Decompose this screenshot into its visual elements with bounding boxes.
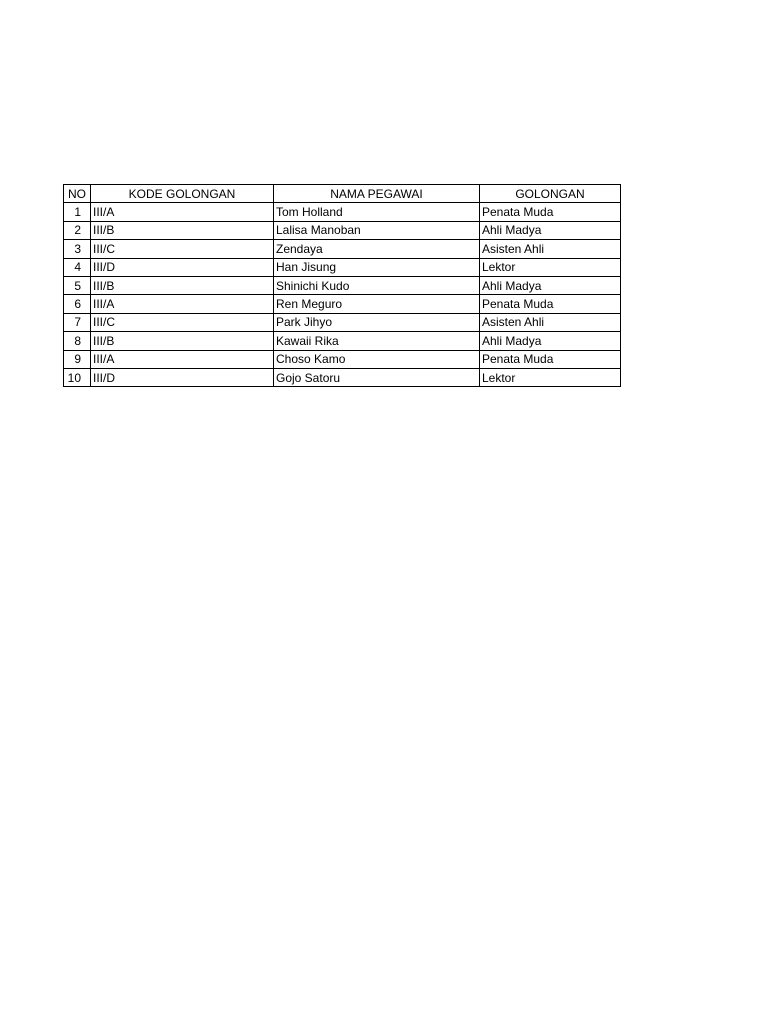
cell-kode-golongan: III/B xyxy=(91,276,274,294)
cell-no: 10 xyxy=(64,368,91,386)
cell-no: 1 xyxy=(64,203,91,221)
cell-golongan: Lektor xyxy=(480,368,621,386)
cell-kode-golongan: III/A xyxy=(91,295,274,313)
cell-kode-golongan: III/B xyxy=(91,221,274,239)
table-header-row xyxy=(64,185,621,203)
employee-table xyxy=(63,184,621,387)
cell-golongan: Ahli Madya xyxy=(480,221,621,239)
cell-golongan: Asisten Ahli xyxy=(480,240,621,258)
cell-kode-golongan: III/C xyxy=(91,240,274,258)
cell-nama-pegawai: Shinichi Kudo xyxy=(274,276,480,294)
cell-no: 5 xyxy=(64,276,91,294)
cell-kode-golongan: III/A xyxy=(91,350,274,368)
cell-no: 6 xyxy=(64,295,91,313)
table-row xyxy=(64,258,621,276)
header-golongan: GOLONGAN xyxy=(480,185,621,203)
cell-nama-pegawai: Tom Holland xyxy=(274,203,480,221)
cell-kode-golongan: III/A xyxy=(91,203,274,221)
cell-no: 7 xyxy=(64,313,91,331)
cell-no: 8 xyxy=(64,332,91,350)
cell-nama-pegawai: Choso Kamo xyxy=(274,350,480,368)
table-row xyxy=(64,276,621,294)
cell-no: 3 xyxy=(64,240,91,258)
cell-golongan: Lektor xyxy=(480,258,621,276)
cell-nama-pegawai: Lalisa Manoban xyxy=(274,221,480,239)
table-row xyxy=(64,368,621,386)
cell-nama-pegawai: Ren Meguro xyxy=(274,295,480,313)
cell-nama-pegawai: Gojo Satoru xyxy=(274,368,480,386)
table-row xyxy=(64,332,621,350)
cell-nama-pegawai: Han Jisung xyxy=(274,258,480,276)
cell-kode-golongan: III/D xyxy=(91,258,274,276)
cell-no: 4 xyxy=(64,258,91,276)
cell-no: 2 xyxy=(64,221,91,239)
table-row xyxy=(64,203,621,221)
cell-golongan: Penata Muda xyxy=(480,350,621,368)
table-row xyxy=(64,240,621,258)
cell-golongan: Ahli Madya xyxy=(480,332,621,350)
cell-kode-golongan: III/B xyxy=(91,332,274,350)
header-no: NO xyxy=(64,185,91,203)
table-row xyxy=(64,350,621,368)
header-nama-pegawai: NAMA PEGAWAI xyxy=(274,185,480,203)
cell-golongan: Ahli Madya xyxy=(480,276,621,294)
header-kode-golongan: KODE GOLONGAN xyxy=(91,185,274,203)
cell-kode-golongan: III/C xyxy=(91,313,274,331)
table-row xyxy=(64,295,621,313)
cell-nama-pegawai: Kawaii Rika xyxy=(274,332,480,350)
table-row xyxy=(64,221,621,239)
cell-nama-pegawai: Park Jihyo xyxy=(274,313,480,331)
table-row xyxy=(64,313,621,331)
cell-golongan: Penata Muda xyxy=(480,203,621,221)
cell-nama-pegawai: Zendaya xyxy=(274,240,480,258)
cell-golongan: Asisten Ahli xyxy=(480,313,621,331)
cell-golongan: Penata Muda xyxy=(480,295,621,313)
cell-kode-golongan: III/D xyxy=(91,368,274,386)
cell-no: 9 xyxy=(64,350,91,368)
